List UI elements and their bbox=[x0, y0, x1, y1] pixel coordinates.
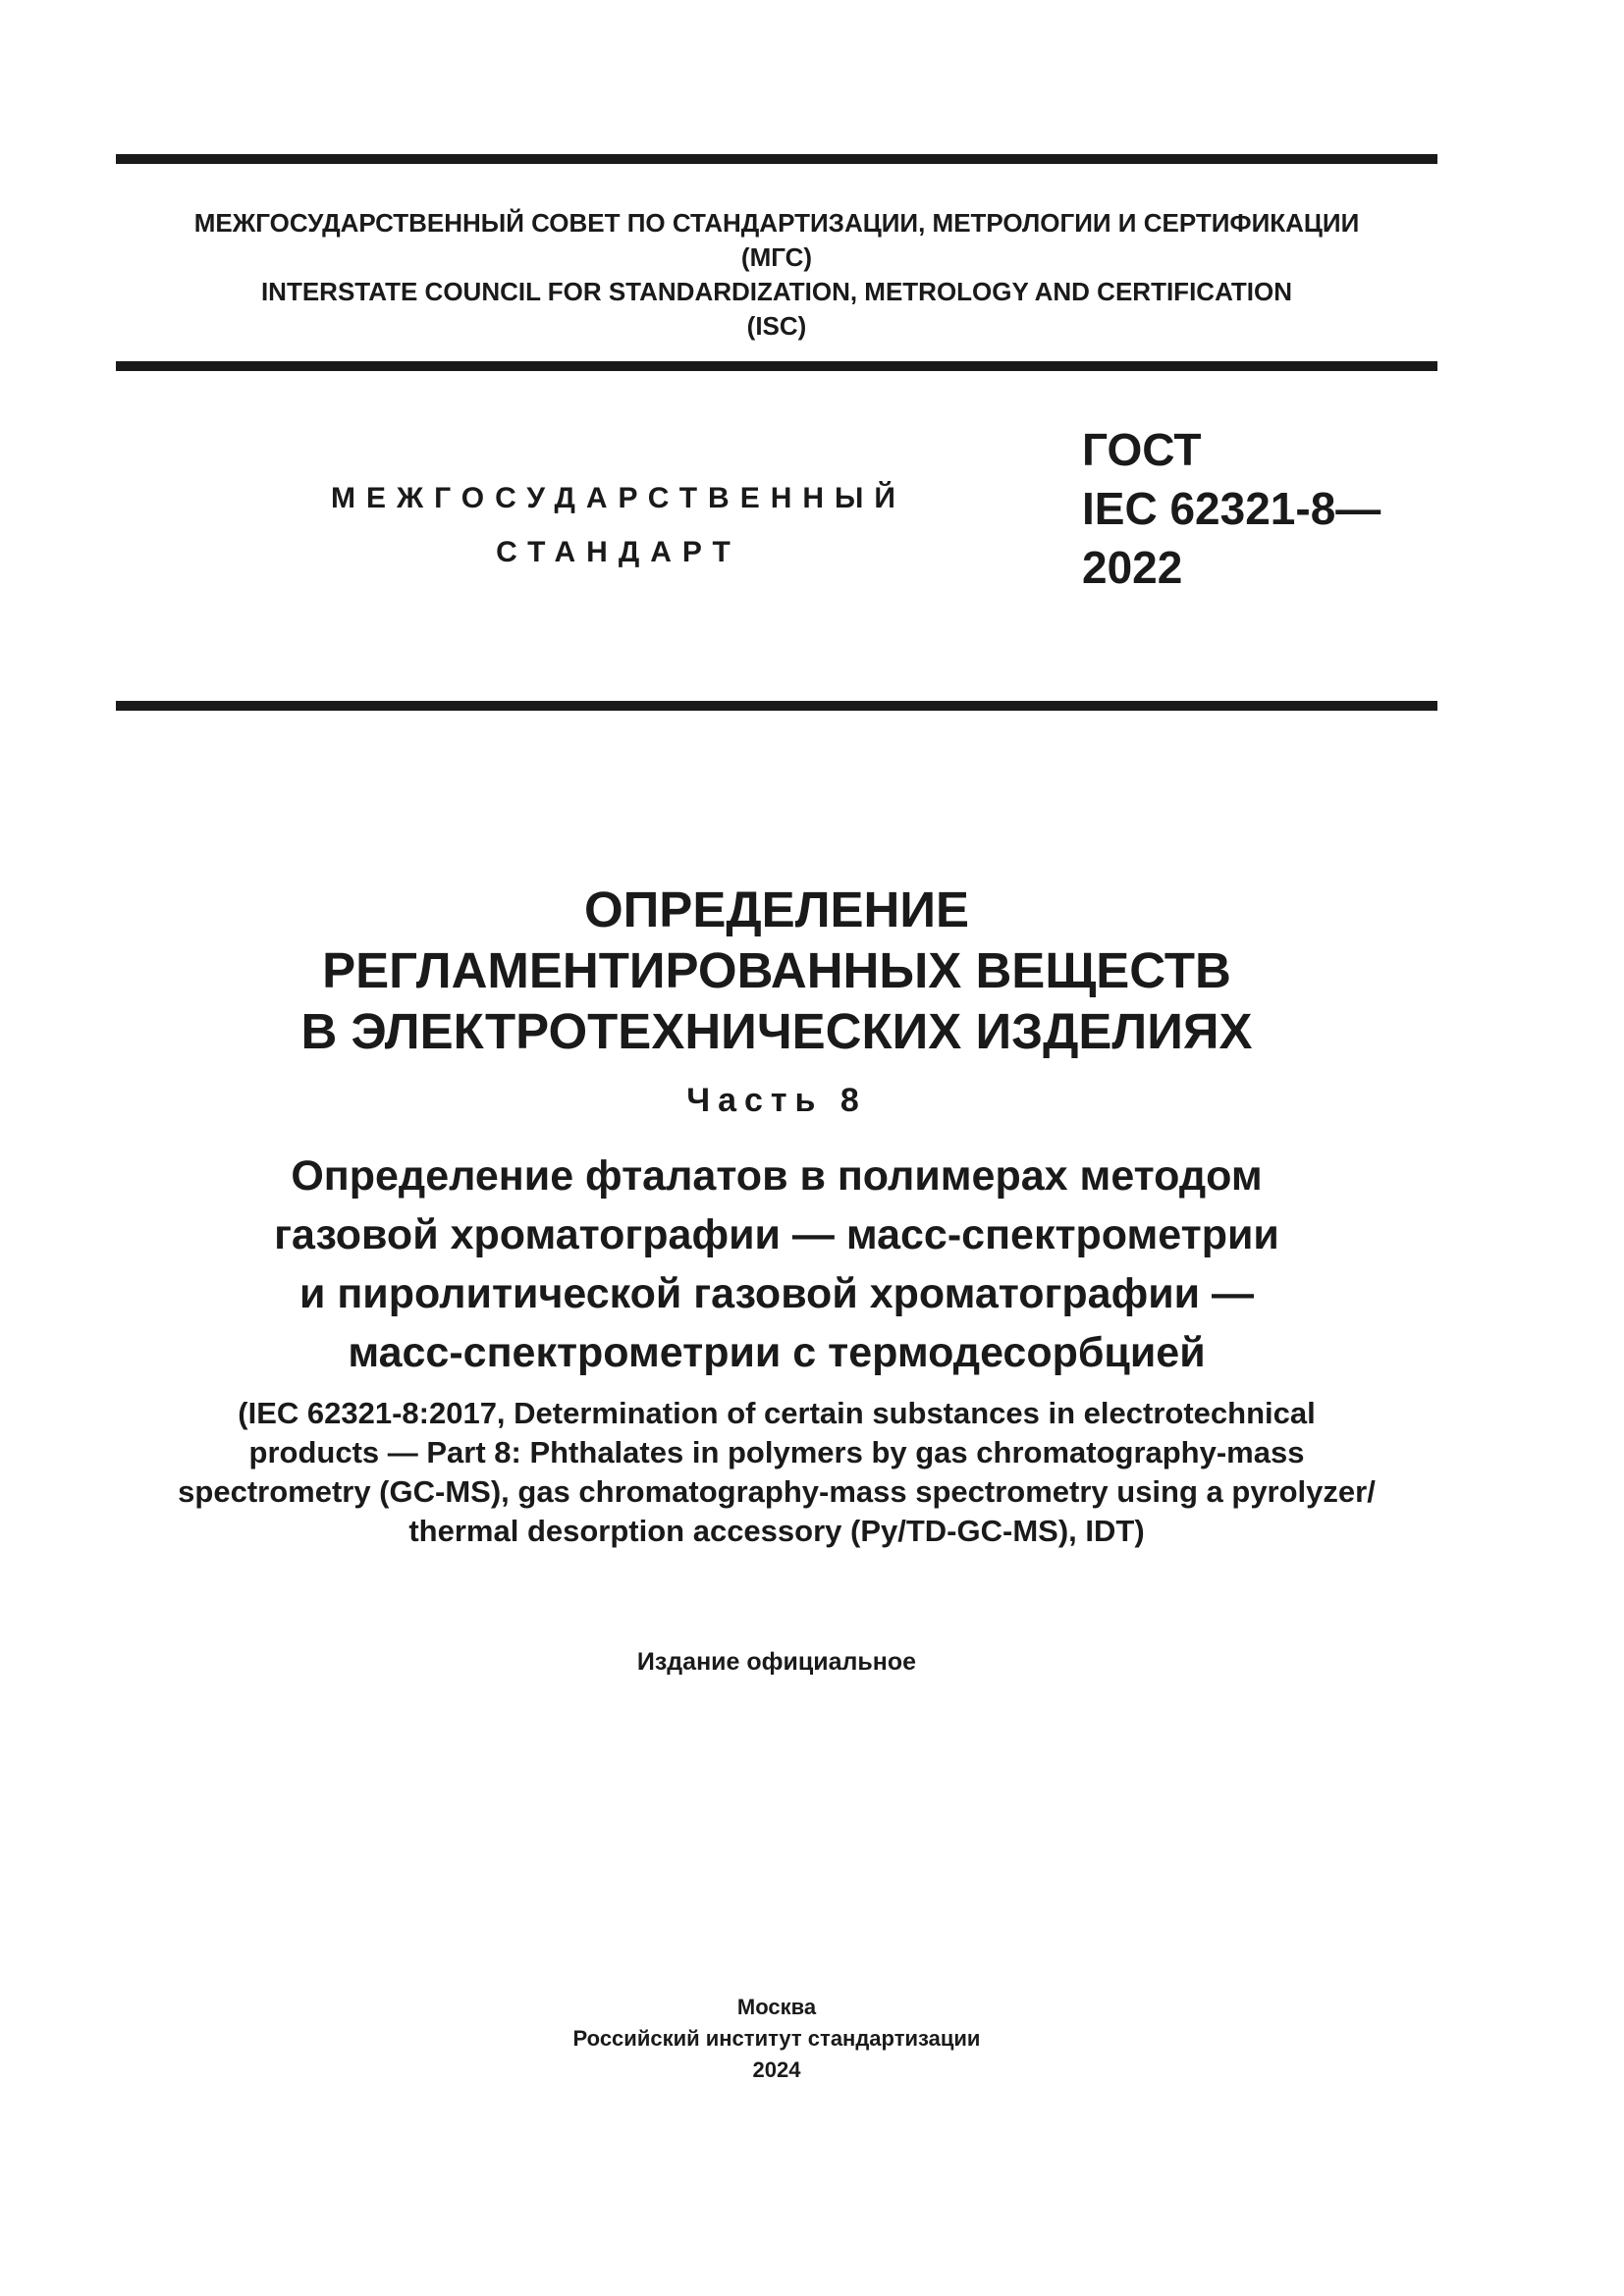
part-number: Часть 8 bbox=[686, 1082, 867, 1119]
standard-designation-line3: 2022 bbox=[1082, 542, 1183, 593]
iec-reference bbox=[116, 1394, 1437, 1551]
part-title-line1: Определение фталатов в полимерах методом bbox=[291, 1152, 1263, 1200]
main-title bbox=[116, 880, 1437, 1062]
header-rule bbox=[116, 361, 1437, 371]
standard-designation-line1: ГОСТ bbox=[1082, 424, 1202, 475]
standard-type-line1: МЕЖГОСУДАРСТВЕННЫЙ bbox=[331, 482, 906, 514]
main-title-line3: В ЭЛЕКТРОТЕХНИЧЕСКИХ ИЗДЕЛИЯХ bbox=[300, 1003, 1253, 1059]
publisher-city: Москва bbox=[736, 1995, 817, 2019]
council-abbr-ru: (МГС) bbox=[740, 242, 813, 272]
standard-designation bbox=[1082, 420, 1380, 597]
council-name-ru: МЕЖГОСУДАРСТВЕННЫЙ СОВЕТ ПО СТАНДАРТИЗАЦИИ, МЕТРОЛОГИИ И СЕРТИФИКАЦИИ bbox=[193, 208, 1360, 238]
iec-reference-line4: thermal desorption accessory (Py/TD-GC-MS), IDT) bbox=[408, 1514, 1145, 1548]
council-abbr-en: (ISC) bbox=[746, 311, 807, 341]
standard-type-line2: СТАНДАРТ bbox=[496, 536, 741, 568]
part-title bbox=[116, 1147, 1437, 1382]
iec-reference-line2: products — Part 8: Phthalates in polymers by gas chromatography-mass bbox=[248, 1435, 1305, 1469]
main-title-line2: РЕГЛАМЕНТИРОВАННЫХ ВЕЩЕСТВ bbox=[322, 942, 1231, 998]
standard-type bbox=[295, 471, 943, 579]
iec-reference-line3: spectrometry (GC-MS), gas chromatography-mass spectrometry using a pyrolyzer/ bbox=[178, 1474, 1376, 1509]
document-title-block bbox=[116, 880, 1437, 1551]
council-name-en: INTERSTATE COUNCIL FOR STANDARDIZATION, METROLOGY AND CERTIFICATION bbox=[260, 277, 1293, 306]
publication-year: 2024 bbox=[752, 2057, 801, 2082]
part-title-line3: и пиролитической газовой хроматографии — bbox=[298, 1270, 1255, 1317]
council-header bbox=[116, 206, 1437, 344]
standard-designation-line2: IEC 62321-8— bbox=[1082, 483, 1381, 534]
designation-rule bbox=[116, 701, 1437, 711]
main-title-line1: ОПРЕДЕЛЕНИЕ bbox=[583, 881, 969, 937]
publisher-name: Российский институт стандартизации bbox=[572, 2026, 981, 2051]
top-rule bbox=[116, 154, 1437, 164]
part-title-line2: газовой хроматографии — масс-спектрометрии bbox=[274, 1211, 1279, 1258]
edition-note: Издание официальное bbox=[636, 1648, 917, 1676]
publisher-block bbox=[116, 1992, 1437, 2086]
part-title-line4: масс-спектрометрии с термодесорбцией bbox=[348, 1329, 1206, 1376]
iec-reference-line1: (IEC 62321-8:2017, Determination of certain substances in electrotechnical bbox=[238, 1396, 1316, 1430]
